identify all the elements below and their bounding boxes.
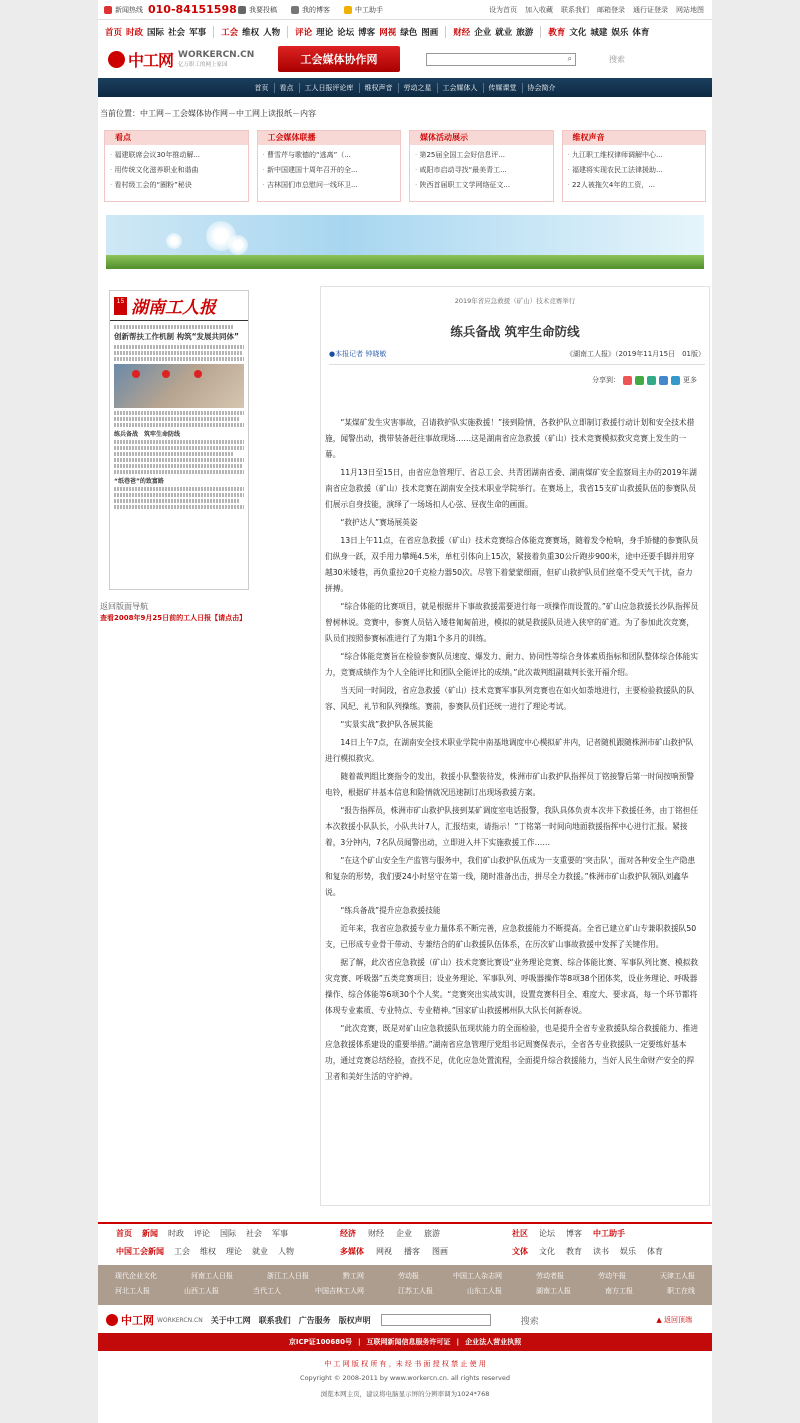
nav-link[interactable]: 国际 [147,28,165,38]
channel-nav-link[interactable]: 传媒课堂 [484,83,523,93]
feature-box-list [410,145,553,193]
up-arrow-icon: ▲ [656,1316,664,1324]
share-qzone-icon[interactable] [647,376,656,385]
article-paragraph: 近年来，我省应急救援专业力量体系不断完善，应急救援能力不断提高。全省已建立矿山专兼职救援队50支，已形成专业骨干带动、专兼结合的矿山救援队伍体系，在历次矿山事故救援中发挥了关键作用。 [325,924,697,949]
nav-link[interactable]: 文化 [569,28,587,38]
nav-group [214,26,288,38]
footer-nav-link[interactable]: 文化 [539,1246,555,1256]
set-homepage-link[interactable]: 设为首页 [489,5,517,14]
nav-link[interactable]: 企业 [474,28,492,38]
article-paragraph: “在这个矿山安全生产监管与服务中，我们矿山救护队伍成为一支重要的‘突击队’，面对各种安全生产隐患和复杂的形势，我们要24小时坚守在第一线，随时准备出击，拼尽全力救援。”株洲市矿山救护队领队刘鑫华说。 [325,856,696,897]
feature-box-title[interactable]: 维权声音 [563,131,706,145]
nav-link[interactable]: 博客 [358,28,376,38]
footer-nav-row [98,1224,712,1242]
feature-box-list [258,145,401,193]
hotline [98,3,238,16]
article-source: 《湖南工人报》（2019年11月15日 01版） [565,350,705,358]
footer-logo[interactable] [106,1312,203,1328]
footer-nav-link[interactable]: 播客 [404,1246,420,1256]
hotline-label: 新闻热线 [115,5,143,14]
footer-search-button[interactable]: 搜索 [520,1316,539,1327]
partner-link[interactable]: 职工在线 [667,1287,695,1295]
nav-link[interactable]: 娱乐 [611,28,629,38]
page [98,0,712,1423]
nav-link[interactable]: 图画 [421,28,439,38]
list-item[interactable]: · 22人被拖欠4年的工资，... [568,178,706,193]
submit-label: 我要投稿 [249,5,277,14]
partner-link[interactable]: 中国工人杂志网 [453,1272,502,1280]
footer-nav-link[interactable]: 娱乐 [620,1246,636,1256]
nav-group [541,26,656,38]
footer-nav-link[interactable]: 理论 [226,1246,242,1256]
share-weibo-icon[interactable] [623,376,632,385]
footer-nav-link[interactable]: 首页 [116,1228,132,1238]
nav-link[interactable]: 绿色 [400,28,418,38]
share-renren-icon[interactable] [659,376,668,385]
article-paragraph: 随着裁判组比赛指令的发出，救援小队整装待发，株洲市矿山救护队指挥员丁铭接警后第一时间按响预警电铃，根据矿井基本信息和险情就况迅速制订出现场救援方案。 [325,772,695,797]
paper-page-number: 15 [114,297,127,315]
partner-link[interactable]: 现代企业文化 [115,1272,157,1280]
footer-nav-link[interactable]: 读书 [593,1246,609,1256]
footer-nav-link[interactable]: 企业 [396,1228,412,1238]
nav-link[interactable]: 理论 [316,28,334,38]
share-bar [592,375,697,385]
footer-nav-link[interactable]: 维权 [200,1246,216,1256]
feature-box-title[interactable]: 媒体活动展示 [410,131,553,145]
footer-search-input[interactable] [381,1314,491,1326]
grass-graphic [106,255,704,269]
feature-box-title[interactable]: 看点 [105,131,248,145]
logo-slogan: 亿万职工的网上家园 [178,62,228,68]
top-bar [98,0,712,20]
article-paragraph: 13日上午11点，在省应急救援（矿山）技术竞赛综合体能竞赛赛场，随着发令枪响，身手矫健的参赛队员们纵身一跃，双手用力攀绳4.5米，单杠引体向上15次，紧接着负重30公斤跑步900米，途中还要手脚并用穿越30米矮巷，再负重拉20千克检力器50次。尽管下着蒙蒙细雨，但矿山救护队员们丝毫不受天气干扰，奋力拼搏。 [325,536,699,593]
list-item[interactable]: · 九江职工维权律师调解中心... [568,148,706,163]
submit-link[interactable] [238,5,277,15]
paper-subheadline: “纸巷爸”的致富路 [114,478,164,485]
article-paragraph: “此次竞赛，既是对矿山应急救援队伍现状能力的全面检验，也是提升全省专业救援队综合救援能力、推进应急救援体系建设的重要举措。”湖南省应急管理厅党组书记周赛保表示，全省各专业救援队一定要练好基本功，通过竞赛总结经验，查找不足，优化应急处置流程，全面提升综合救援能力，当好人民生命财产安全的捍卫者和美好生活的守护神。 [325,1024,699,1081]
paper-masthead-title: 湖南工人报 [131,298,216,318]
paper-masthead [110,291,248,321]
list-item[interactable]: · 看村级工会的“圈粉”秘诀 [110,178,248,193]
assistant-link[interactable] [344,5,383,15]
bookmark-link[interactable]: 加入收藏 [525,5,553,14]
share-more-link[interactable]: 更多 [683,376,697,384]
feature-box-title[interactable]: 工会媒体联播 [258,131,401,145]
channel-nav-link[interactable]: 劳动之星 [399,83,438,93]
partner-link[interactable]: 山西工人报 [184,1287,219,1295]
partner-link[interactable]: 天津工人报 [660,1272,695,1280]
partner-link[interactable]: 劳动报 [398,1272,419,1280]
partner-link[interactable]: 浙江工人日报 [267,1272,309,1280]
license-divider: | [456,1338,460,1346]
channel-title: 工会媒体协作网 [278,46,400,72]
assistant-label: 中工助手 [355,5,383,14]
footer-nav [98,1222,712,1262]
dandelion-graphic [166,233,182,249]
nav-link[interactable]: 财经 [453,28,471,38]
back-to-top-link[interactable] [656,1315,692,1325]
footer-nav-link[interactable]: 多媒体 [340,1246,364,1256]
logo-text: 中工网 [128,50,174,70]
assistant-icon [344,6,352,14]
article-paragraph: 据了解，此次省应急救援（矿山）技术竞赛比赛设“业务理论竞赛、综合体能比赛、军事队列比赛、模拟救灾竞赛、呼吸器”五类竞赛项目；设业务理论、军事队列、呼吸器操作等8项38个团体奖，设业务理论、呼吸器操作、综合体能等6项30个个人奖。“竞赛突出实战实训，设置竞赛科目全、难度大、要求高，每一个环节都将体现专业素质、专业特点、专业精神。”国家矿山救援郴州队大队长何新春说。 [325,958,699,1015]
news-license[interactable]: 互联网新闻信息服务许可证 [366,1338,451,1346]
blog-label: 我的博客 [302,5,330,14]
nav-link[interactable]: 社会 [168,28,186,38]
article-paragraph: 14日上午7点，在湖南安全技术职业学院中南基地调度中心模拟矿井内，记者随机跟随株洲市矿山救护队进行模拟救灾。 [325,738,694,763]
site-logo[interactable] [108,47,276,71]
partner-link[interactable]: 河南工人日报 [191,1272,233,1280]
business-license[interactable]: 企业法人营业执照 [465,1338,522,1346]
feature-box [562,130,707,202]
nav-link[interactable]: 首页 [105,28,123,38]
contact-link[interactable]: 联系我们 [561,5,589,14]
nav-link[interactable]: 军事 [189,28,207,38]
nav-link[interactable]: 评论 [295,28,313,38]
hotline-number: 010-84151598 [148,3,237,16]
partner-link[interactable]: 河北工人报 [115,1287,150,1295]
list-item[interactable]: · 福建联席会议30年推动解... [110,148,248,163]
footer-nav-link[interactable]: 时政 [168,1228,184,1238]
partner-link[interactable]: 劳动午报 [598,1272,626,1280]
article-paragraph: “报告指挥员，株洲市矿山救护队接到某矿调度室电话报警，我队具体负责本次井下救援任务，由丁铭担任本次救援小队队长，小队共计7人，汇报结束，请指示！”丁铭第一时间向地面救援指挥中心进行汇报。紧接着，3分钟内，7名队员闻警出动，立即进入井下实施救援工作…… [325,806,699,847]
footer-nav-link[interactable]: 国际 [220,1228,236,1238]
article-title: 练兵备战 筑牢生命防线 [450,324,580,339]
article-kicker: 2019年省应急救援（矿山）技术竞赛举行 [454,297,576,305]
share-wechat-icon[interactable] [635,376,644,385]
phone-icon [104,6,112,14]
partner-link[interactable]: 中国吉林工人网 [315,1287,364,1295]
footer-nav-link[interactable]: 网视 [376,1246,392,1256]
sitemap-link[interactable]: 网站地图 [676,5,704,14]
channel-nav [98,78,712,97]
list-item[interactable]: · 陕西首届职工文学网络征文... [415,178,553,193]
resolution-tip: 浏览本网主页，建议将电脑显示屏的分辨率调为1024*768 [320,1390,490,1398]
paper-subheadline: 练兵备战 筑牢生命防线 [114,431,181,438]
logo-sub [178,50,254,68]
footer-nav-link[interactable]: 新闻 [142,1228,158,1238]
pen-icon [238,6,246,14]
logo-domain: WORKERCN.CN [178,50,255,60]
list-item[interactable]: · 第25届全国工会好信息评... [415,148,553,163]
nav-link[interactable]: 工会 [221,28,239,38]
channel-nav-link[interactable]: 工会媒体人 [438,83,484,93]
article-info [329,349,705,365]
footer-nav-link[interactable]: 评论 [194,1228,210,1238]
banner-image [106,215,704,269]
share-label: 分享到： [592,376,620,384]
nav-link[interactable]: 教育 [548,28,566,38]
feature-box-list [563,145,706,193]
brand-bar [98,45,712,73]
nav-link[interactable]: 时政 [126,28,144,38]
back-to-layout-link[interactable]: 返回版面导航 [100,602,148,611]
footer-brand-bar [98,1309,712,1331]
newspaper-page-thumbnail[interactable] [109,290,249,590]
footer-nav-link[interactable]: 博客 [566,1228,582,1238]
nav-link[interactable]: 网视 [379,28,397,38]
footer-nav-link[interactable]: 社区 [512,1228,528,1238]
list-item[interactable]: · 福建将实现农民工法律援助... [568,163,706,178]
feature-box [257,130,402,202]
footer-nav-link[interactable]: 旅游 [424,1228,440,1238]
partner-link[interactable]: 山东工人报 [467,1287,502,1295]
feature-box [104,130,249,202]
nav-link[interactable]: 维权 [242,28,260,38]
partner-link[interactable]: 黔工网 [343,1272,364,1280]
article [320,286,710,1206]
nav-link[interactable]: 人物 [263,28,281,38]
paper-photo [114,364,244,408]
footer-nav-link[interactable]: 人物 [278,1246,294,1256]
utility-links [489,5,712,15]
nav-group [98,26,214,38]
blog-link[interactable] [291,5,330,15]
article-paragraph: “综合体能竞赛旨在检验参赛队员速度、爆发力、耐力、协同性等综合身体素质指标和团队整体综合体能实力，竞赛成绩作为个人全能评比和团队全能评比的成绩。”此次裁判组副裁判长张开福介绍。 [325,652,699,677]
footer-nav-link[interactable]: 财经 [368,1228,384,1238]
share-more-icon[interactable] [671,376,680,385]
search-icon[interactable]: ⌕ [567,54,572,63]
list-item[interactable]: · 曹雪芹与歌德的“逃离”（... [263,148,401,163]
nav-link[interactable]: 论坛 [337,28,355,38]
article-paragraph: “练兵备战”提升应急救援技能 [340,906,441,915]
pass-login-link[interactable]: 通行证登录 [633,5,668,14]
channel-nav-link[interactable]: 工人日报评论库 [300,83,360,93]
article-paragraph: 11月13日至15日，由省应急管理厅、省总工会、共青团湖南省委、湖南煤矿安全监察局主办的2019年湖南省应急救援（矿山）技术竞赛在湖南安全技术职业学院举行。在赛场上，我省15支矿山救援队伍的参赛队员们展示自身技能，演绎了一场场扣人心弦、昼夜生命的画面。 [325,468,697,509]
license-divider: | [357,1338,361,1346]
footer-nav-link[interactable]: 就业 [252,1246,268,1256]
nav-link[interactable]: 就业 [495,28,513,38]
article-paragraph: “综合体能的比赛项目，就是根据井下事故救援需要进行每一项操作而设置的。”矿山应急救援长沙队指挥员曾树林说。竞赛中，参赛人员钻入矮巷匍匐前进，模拟的就是救援队员进入狭窄的矿道。为了参加此次竞赛，队员们按照参赛标准进行了为期1个多月的训练。 [325,602,699,643]
nav-link[interactable]: 城建 [590,28,608,38]
footer-nav-link[interactable]: 体育 [647,1246,663,1256]
feature-boxes [104,130,706,202]
nav-group [288,26,446,38]
footer-nav-link[interactable]: 经济 [340,1228,356,1238]
article-paragraph: “救护达人”赛场展英姿 [340,518,418,527]
footer-nav-link[interactable]: 论坛 [539,1228,555,1238]
footer-bottom-link[interactable]: 版权声明 [338,1315,371,1325]
partner-link[interactable]: 劳动者报 [536,1272,564,1280]
footer-logo-domain: WORKERCN.CN [157,1316,203,1324]
footer-nav-link[interactable]: 图画 [432,1246,448,1256]
list-item[interactable]: · 用传统文化滋养职业和谐曲 [110,163,248,178]
rights-notice: 中 工 网 版 权 所 有 ，未 经 书 面 授 权 禁 止 使 用 [324,1360,486,1368]
license-bar [98,1333,712,1351]
channel-nav-link[interactable]: 看点 [275,83,300,93]
article-body [325,415,699,1087]
article-author: ●本报记者 钟晓敏 [329,350,387,358]
footer-nav-link[interactable]: 中国工会新闻 [116,1246,164,1256]
partner-link[interactable]: 当代工人 [253,1287,281,1295]
channel-nav-link[interactable]: 维权声音 [360,83,399,93]
partner-links [98,1265,712,1305]
nav-link[interactable]: 旅游 [516,28,534,38]
logo-seal-icon [108,51,125,68]
search-input[interactable] [426,53,576,66]
list-item[interactable]: · 吉林国们市总慰问一线环卫... [263,178,401,193]
footer-nav-link[interactable]: 工会 [174,1246,190,1256]
footer-nav-link[interactable]: 军事 [272,1228,288,1238]
list-item[interactable]: · 新中国建国十周年召开的全... [263,163,401,178]
footer-bottom-link[interactable]: 广告服务 [298,1315,331,1325]
blog-icon [291,6,299,14]
paper-headline: 创新帮扶工作机制 构筑“发展共同体” [114,332,239,341]
footer-logo-text: 中工网 [121,1314,154,1327]
channel-nav-link[interactable]: 首页 [250,83,275,93]
footer-nav-link[interactable]: 社会 [246,1228,262,1238]
mail-login-link[interactable]: 邮箱登录 [597,5,625,14]
partner-link[interactable]: 湖南工人报 [536,1287,571,1295]
footer-nav-row [98,1242,712,1260]
search-button[interactable]: 搜索 [609,54,625,64]
footer-bottom-link[interactable]: 关于中工网 [210,1315,251,1325]
feature-box [409,130,554,202]
channel-nav-link[interactable]: 协会简介 [527,83,556,92]
article-paragraph: “实景实战”救护队各展其能 [340,720,433,729]
copyright: Copyright © 2008-2011 by www.workercn.cn. all rights reserved [300,1374,510,1382]
nav-group [446,26,541,38]
article-paragraph: “某煤矿发生灾害事故，召请救护队实施救援！”接到险情，各救护队立即制订救援行动计划和安全技术措施，闻警出动，携带装备赶往事故现场……这是湖南省应急救援（矿山）技术竞赛模拟救灾竞赛上发生的一幕。 [325,418,695,459]
nav-link[interactable]: 体育 [632,28,650,38]
feature-box-list [105,145,248,193]
footer-nav-link[interactable]: 教育 [566,1246,582,1256]
history-archive-link[interactable]: 查看2008年9月25日前的工人日报【请点击】 [100,614,247,622]
icp-license[interactable]: 京ICP证100680号 [288,1338,352,1346]
partner-link[interactable]: 江苏工人报 [398,1287,433,1295]
back-to-top-label: 返回顶端 [664,1316,692,1324]
logo-seal-icon [106,1314,118,1326]
footer-bottom-link[interactable]: 联系我们 [258,1315,291,1325]
main-nav [98,22,712,42]
list-item[interactable]: · 咸阳市启动寻找“最美青工... [415,163,553,178]
footer-nav-link[interactable]: 文体 [512,1246,528,1256]
partner-link[interactable]: 南方工报 [605,1287,633,1295]
footer-nav-link[interactable]: 中工助手 [593,1228,625,1238]
breadcrumb: 当前位置：中工网－工会媒体协作网－中工网上读报纸－内容 [100,109,316,118]
dandelion-graphic [228,235,248,255]
article-paragraph: 当天同一时间段，省应急救援（矿山）技术竞赛军事队列竞赛也在如火如荼地进行，主要检验救援队的队容、风纪、礼节和队列操练。赛前，参赛队员们还统一进行了理论考试。 [325,686,695,711]
